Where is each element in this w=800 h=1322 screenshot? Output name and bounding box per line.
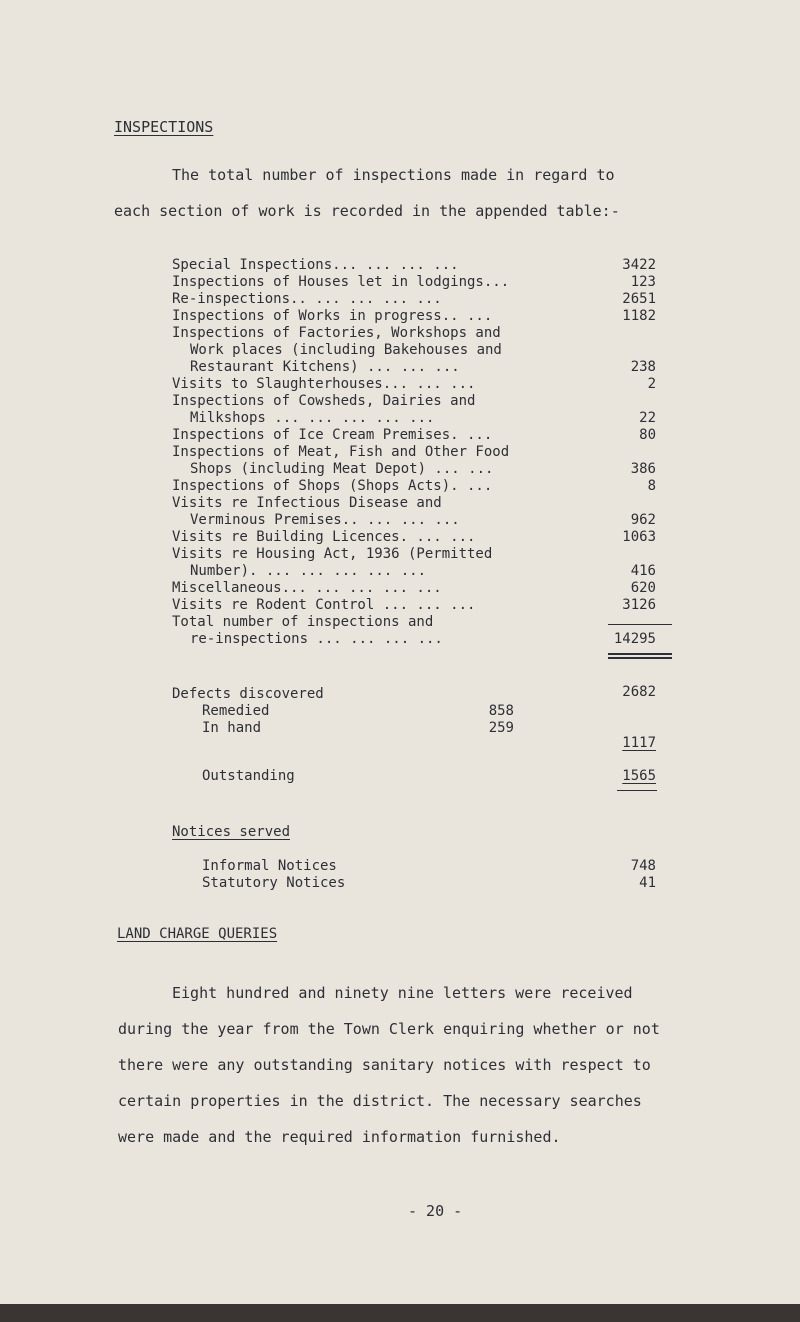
table-row — [172, 528, 672, 546]
land-charge-line: during the year from the Town Clerk enquiring whether or not — [118, 1020, 660, 1038]
row-value: 80 — [639, 427, 656, 443]
row-label: Inspections of Cowsheds, Dairies and — [172, 393, 476, 409]
row-value: 3126 — [622, 597, 656, 613]
table-row — [172, 375, 672, 393]
row-label: Inspections of Meat, Fish and Other Food — [172, 444, 510, 460]
row-value: 14295 — [613, 631, 656, 647]
row-label: Number). ... ... ... ... ... — [190, 563, 427, 579]
row-label: Inspections of Shops (Shops Acts). ... — [172, 478, 493, 494]
defects-subtotal: 1117 — [622, 735, 656, 751]
row-label: Re-inspections.. ... ... ... ... — [172, 291, 442, 307]
table-row — [172, 443, 672, 461]
row-label: Visits to Slaughterhouses... ... ... — [172, 376, 476, 392]
table-row — [172, 494, 672, 512]
land-charge-line: were made and the required information furnished. — [118, 1128, 561, 1146]
notices-heading: Notices served — [172, 824, 291, 840]
outstanding-rule — [617, 790, 657, 791]
row-label: Total number of inspections and — [172, 614, 434, 630]
intro-line-2: each section of work is recorded in the appended table:- — [114, 202, 620, 220]
table-row — [172, 358, 672, 376]
outstanding-value: 1565 — [622, 768, 656, 784]
table-row — [172, 579, 672, 597]
inspections-heading: INSPECTIONS — [114, 118, 214, 136]
row-label: Milkshops ... ... ... ... ... — [190, 410, 435, 426]
row-label: Verminous Premises.. ... ... ... — [190, 512, 460, 528]
table-row — [172, 460, 672, 478]
page-number: - 20 - — [408, 1202, 463, 1220]
table-row — [172, 477, 672, 495]
row-value: 8 — [647, 478, 656, 494]
row-value: 1182 — [622, 308, 656, 324]
total-rule-top — [608, 624, 672, 625]
land-charge-line: there were any outstanding sanitary notices with respect to — [118, 1056, 651, 1074]
row-value: 416 — [630, 563, 656, 579]
row-value: 238 — [630, 359, 656, 375]
statutory-notices-value: 41 — [639, 875, 656, 891]
table-row — [172, 596, 672, 614]
table-row — [172, 426, 672, 444]
row-label: Special Inspections... ... ... ... — [172, 257, 459, 273]
table-row — [172, 256, 672, 274]
row-label: Restaurant Kitchens) ... ... ... — [190, 359, 460, 375]
table-row — [172, 613, 672, 631]
row-label: Shops (including Meat Depot) ... ... — [190, 461, 494, 477]
land-charge-heading: LAND CHARGE QUERIES — [117, 926, 278, 942]
table-row — [172, 290, 672, 308]
row-value: 620 — [630, 580, 656, 596]
row-value: 2 — [647, 376, 656, 392]
row-value: 1063 — [622, 529, 656, 545]
row-value: 962 — [630, 512, 656, 528]
total-double-rule — [608, 653, 672, 655]
row-label: Visits re Infectious Disease and — [172, 495, 442, 511]
row-label: Work places (including Bakehouses and — [190, 342, 502, 358]
row-label: Inspections of Works in progress.. ... — [172, 308, 493, 324]
table-row — [172, 273, 672, 291]
in-hand-value: 259 — [488, 720, 514, 736]
row-value: 123 — [630, 274, 656, 290]
defects-label: Defects discovered — [172, 686, 324, 702]
table-row — [172, 392, 672, 410]
total-double-rule — [608, 657, 672, 659]
table-row-total — [172, 630, 672, 648]
land-charge-line: Eight hundred and ninety nine letters were received — [172, 984, 633, 1002]
remedied-value: 858 — [488, 703, 514, 719]
informal-notices-value: 748 — [630, 858, 656, 874]
table-row — [172, 545, 672, 563]
row-value: 386 — [630, 461, 656, 477]
row-value: 22 — [639, 410, 656, 426]
table-row — [172, 341, 672, 359]
table-row — [172, 307, 672, 325]
defects-value: 2682 — [622, 684, 656, 700]
statutory-notices-label: Statutory Notices — [202, 875, 346, 891]
land-charge-line: certain properties in the district. The necessary searches — [118, 1092, 642, 1110]
row-label: Inspections of Houses let in lodgings... — [172, 274, 510, 290]
table-row — [172, 511, 672, 529]
row-label: Visits re Rodent Control ... ... ... — [172, 597, 476, 613]
row-label: Visits re Building Licences. ... ... — [172, 529, 476, 545]
row-value: 3422 — [622, 257, 656, 273]
row-label: Visits re Housing Act, 1936 (Permitted — [172, 546, 493, 562]
row-value: 2651 — [622, 291, 656, 307]
row-label: Inspections of Factories, Workshops and — [172, 325, 501, 341]
row-label: Miscellaneous... ... ... ... ... — [172, 580, 442, 596]
in-hand-label: In hand — [202, 720, 262, 736]
table-row — [172, 409, 672, 427]
row-label: re-inspections ... ... ... ... — [190, 631, 443, 647]
table-row — [172, 562, 672, 580]
remedied-label: Remedied — [202, 703, 270, 719]
table-row — [172, 324, 672, 342]
scan-edge-bar — [0, 1304, 800, 1322]
intro-line-1: The total number of inspections made in regard to — [172, 166, 615, 184]
row-label: Inspections of Ice Cream Premises. ... — [172, 427, 493, 443]
outstanding-label: Outstanding — [202, 768, 295, 784]
informal-notices-label: Informal Notices — [202, 858, 337, 874]
